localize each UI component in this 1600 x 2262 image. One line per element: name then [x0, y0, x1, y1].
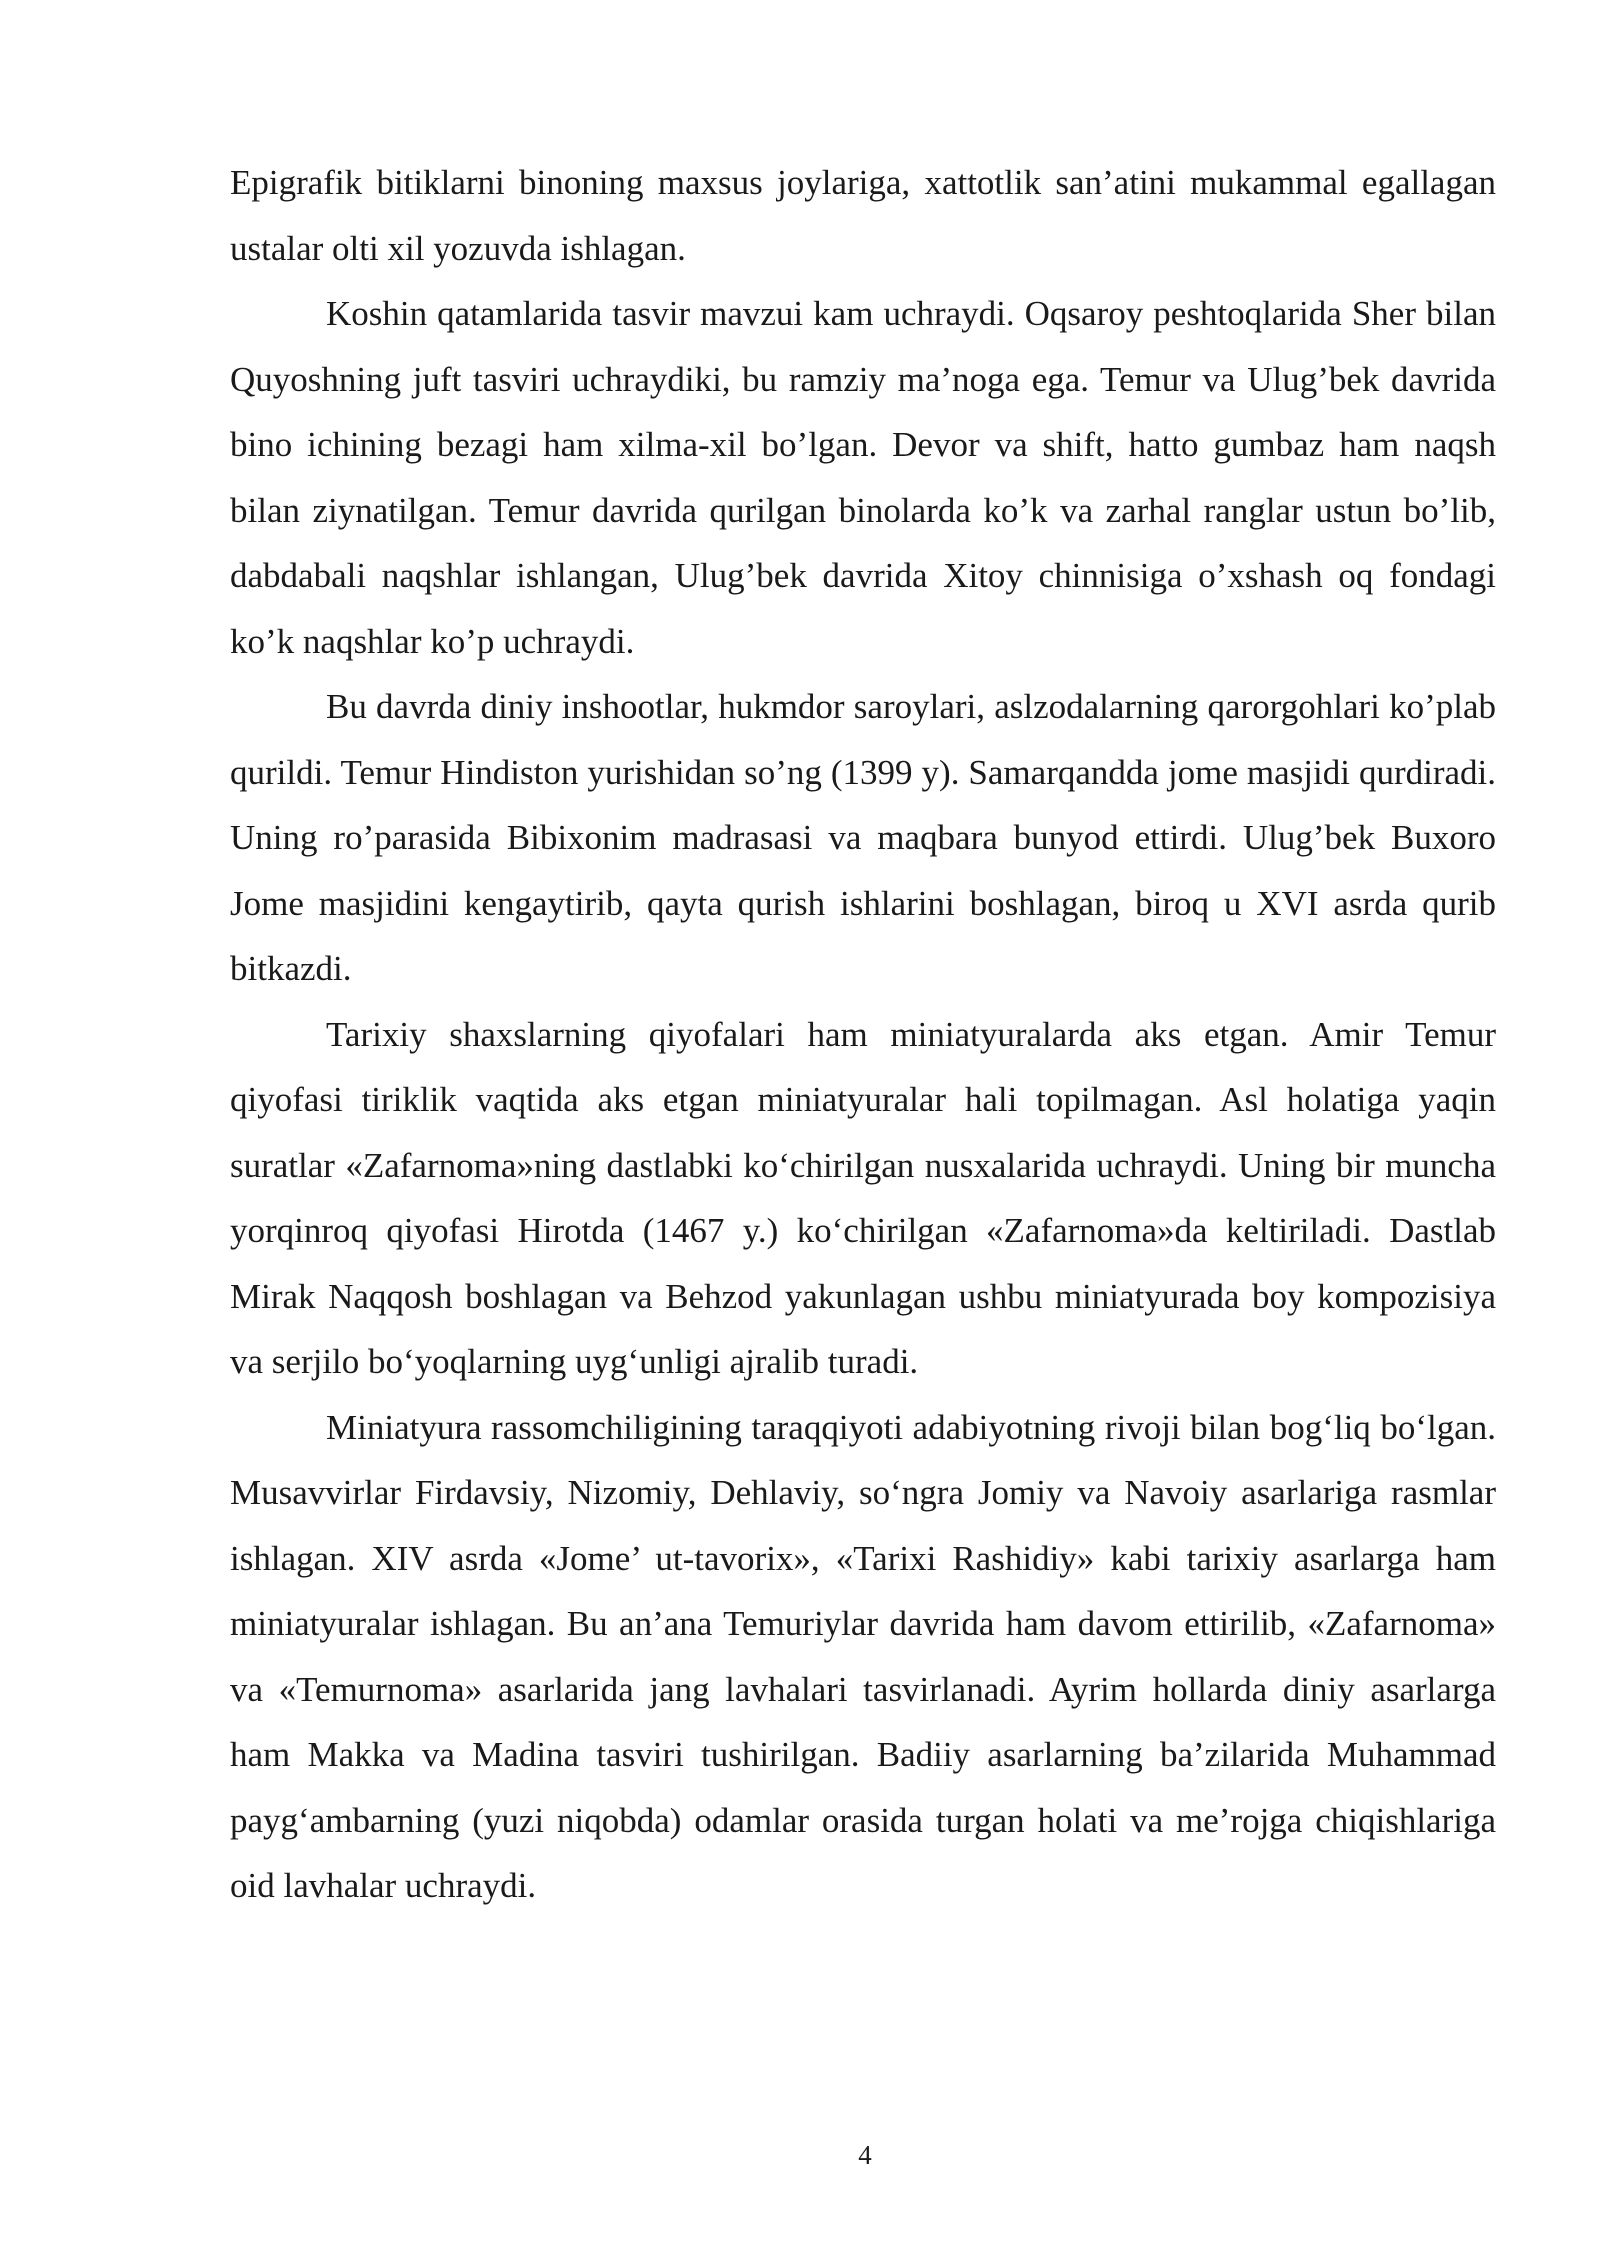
paragraph-epigraphy: Epigrafik bitiklarni binoning maxsus joylariga, xattotlik san’atini mukammal egallagan ustalar olti xil yozuvda ishlagan. [230, 163, 1496, 268]
paragraph-miniature-painting: Miniatyura rassomchiligining taraqqiyoti adabiyotning rivoji bilan bog‘liq bo‘lgan. Musavvirlar Firdavsiy, Nizomiy, Dehlaviy, so‘ngra Jomiy va Navoiy asarlariga rasmlar ishlagan. XIV asrda «Jome’ ut-tavorix», «Tarixi Rashidiy» kabi tarixiy asarlarga ham miniatyuralar ishlagan. Bu an’ana Temuriylar davrida ham davom ettirilib, «Zafarnoma» va «Temurnoma» asarlarida jang lavhalari tasvirlanadi. Ayrim hollarda diniy asarlarga ham Makka va Madina tasviri tushirilgan. Badiiy asarlarning ba’zilarida Muhammad payg‘ambarning (yuzi niqobda) odamlar orasida turgan holati va me’rojga chiqishlariga oid lavhalar uchraydi. [230, 1407, 1496, 1905]
body-text [230, 150, 1496, 1919]
paragraph-koshin-decoration: Koshin qatamlarida tasvir mavzui kam uchraydi. Oqsaroy peshtoqlarida Sher bilan Quyoshning juft tasviri uchraydiki, bu ramziy ma’noga ega. Temur va Ulug’bek davrida bino ichining bezagi ham xilma-xil bo’lgan. Devor va shift, hatto gumbaz ham naqsh bilan ziynatilgan. Temur davrida qurilgan binolarda ko’k va zarhal ranglar ustun bo’lib, dabdabali naqshlar ishlangan, Ulug’bek davrida Xitoy chinnisiga o’xshash oq fondagi ko’k naqshlar ko’p uchraydi. [230, 294, 1496, 661]
page-number: 4 [858, 2140, 872, 2170]
paragraph-religious-buildings: Bu davrda diniy inshootlar, hukmdor saroylari, aslzodalarning qarorgohlari ko’plab qurildi. Temur Hindiston yurishidan so’ng (1399 y). Samarqandda jome masjidi qurdiradi. Uning ro’parasida Bibixonim madrasasi va maqbara bunyod ettirdi. Ulug’bek Buxoro Jome masjidini kengaytirib, qayta qurish ishlarini boshlagan, biroq u XVI asrda qurib bitkazdi. [230, 687, 1496, 988]
paragraph-historical-portraits: Tarixiy shaxslarning qiyofalari ham miniatyuralarda aks etgan. Amir Temur qiyofasi tiriklik vaqtida aks etgan miniatyuralar hali topilmagan. Asl holatiga yaqin suratlar «Zafarnoma»ning dastlabki ko‘chirilgan nusxalarida uchraydi. Uning bir muncha yorqinroq qiyofasi Hirotda (1467 y.) ko‘chirilgan «Zafarnoma»da keltiriladi. Dastlab Mirak Naqqosh boshlagan va Behzod yakunlagan ushbu miniatyurada boy kompozisiya va serjilo bo‘yoqlarning uyg‘unligi ajralib turadi. [230, 1014, 1496, 1381]
